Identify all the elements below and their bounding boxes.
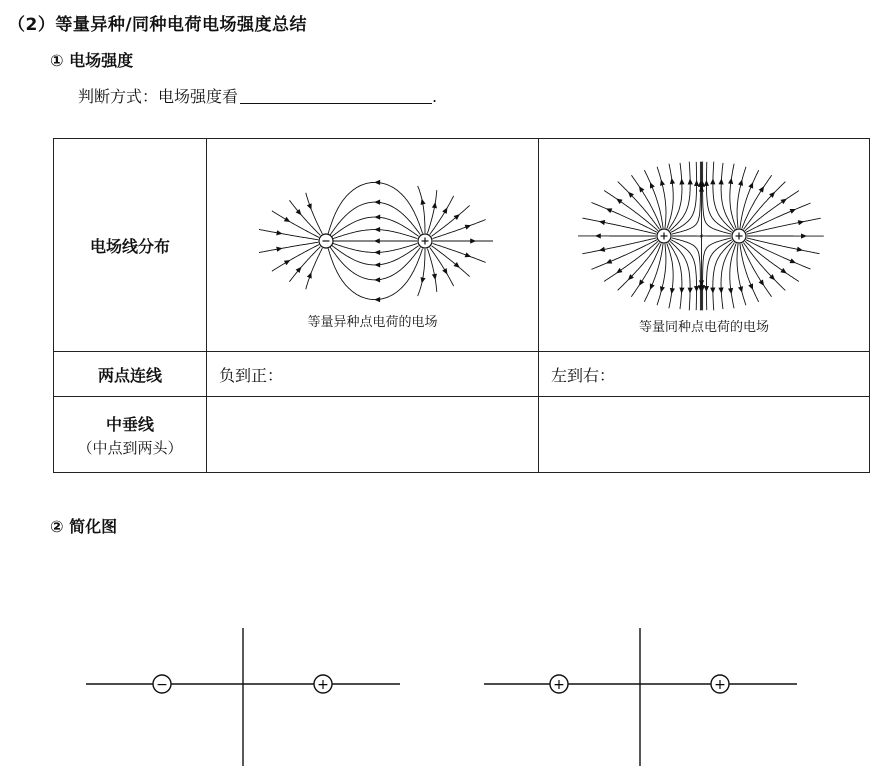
field-line (327, 246, 422, 299)
arrow-icon (420, 198, 425, 204)
arrow-icon (679, 287, 684, 293)
arrow-icon (710, 287, 715, 293)
field-line (591, 202, 657, 232)
charge-sign: + (714, 677, 726, 693)
field-line (667, 243, 673, 308)
arrow-icon (704, 286, 709, 292)
arrow-icon (670, 177, 675, 183)
figure-opposite-charges (207, 139, 539, 352)
caption-same: 等量同种点电荷的电场 (638, 319, 769, 335)
arrow-icon (283, 260, 289, 265)
arrow-icon (306, 272, 311, 279)
charge-sign: + (553, 677, 565, 693)
arrow-icon (801, 233, 807, 238)
arrow-icon (276, 230, 282, 235)
arrow-icon (738, 286, 743, 292)
arrow-icon (374, 277, 380, 282)
arrow-icon (780, 267, 786, 273)
arrow-icon (688, 287, 693, 293)
field-line (417, 249, 424, 296)
plus-circle-icon (418, 234, 432, 248)
arrow-icon (595, 233, 601, 238)
arrow-icon (431, 202, 436, 208)
arrow-icon (728, 177, 733, 183)
field-line (331, 217, 418, 237)
arrow-icon (442, 268, 447, 274)
judge-text: 判断方式：电场强度看 (78, 87, 239, 106)
arrow-icon (728, 287, 733, 293)
arrow-icon (679, 178, 684, 184)
cell-opposite-connecting[interactable]: 负到正： (207, 352, 539, 397)
row-label-field-lines: 电场线分布 (54, 139, 207, 352)
arrow-icon (718, 287, 723, 293)
arrow-icon (374, 179, 380, 184)
arrow-icon (797, 246, 803, 251)
arrow-icon (283, 216, 289, 221)
arrow-icon (759, 279, 764, 285)
arrow-icon (373, 238, 379, 243)
plus-circle-icon (550, 675, 568, 693)
arrow-icon (420, 277, 425, 283)
field-line (259, 242, 318, 252)
plus-circle-icon (657, 229, 671, 243)
field-line (671, 161, 697, 231)
field-line (431, 245, 469, 276)
arrow-icon (639, 186, 644, 192)
plus-circle-icon (711, 675, 729, 693)
arrow-icon (464, 224, 471, 229)
arrow-icon (670, 287, 675, 293)
table-row (54, 139, 870, 352)
field-line (431, 205, 469, 236)
opposite-charge-field-diagram (213, 161, 533, 311)
cell-same-connecting[interactable]: 左到右： (539, 352, 870, 397)
cell-same-bisector[interactable] (539, 397, 870, 473)
plus-circle-icon (314, 675, 332, 693)
field-line (707, 161, 732, 231)
arrow-icon (374, 214, 380, 219)
cell-opposite-bisector[interactable] (207, 397, 539, 473)
field-line (331, 245, 418, 265)
arrow-icon (470, 238, 476, 243)
arrow-icon (759, 186, 764, 192)
arrow-icon (660, 179, 665, 185)
field-line (667, 163, 673, 228)
arrow-icon (599, 246, 605, 251)
arrow-icon (616, 198, 622, 204)
arrow-icon (464, 252, 471, 257)
arrow-icon (599, 219, 605, 224)
arrow-icon (374, 199, 380, 204)
row-label-note: （中点到两头） (77, 438, 183, 457)
field-line (746, 203, 810, 232)
field-line (730, 243, 736, 308)
arrow-icon (306, 203, 311, 210)
field-line (327, 182, 422, 235)
arrow-icon (639, 279, 644, 285)
field-line (259, 229, 318, 239)
answer-blank[interactable] (240, 87, 432, 104)
arrow-icon (374, 249, 380, 254)
summary-table (53, 138, 870, 473)
arrow-icon (780, 198, 786, 204)
figure-same-charges (539, 139, 870, 352)
simplified-same (484, 628, 797, 766)
arrow-icon (694, 286, 699, 292)
arrow-icon (374, 297, 380, 302)
minus-circle-icon (153, 675, 171, 693)
caption-opposite: 等量异种点电荷的电场 (307, 314, 438, 330)
plus-circle-icon (732, 229, 746, 243)
section-title-field-strength: ① 电场强度 (50, 51, 134, 70)
arrow-icon (374, 226, 380, 231)
field-line (417, 185, 424, 232)
arrow-icon (694, 179, 699, 185)
section-title-simplified: ② 简化图 (50, 517, 118, 536)
field-line (706, 239, 732, 309)
table-row (54, 352, 870, 397)
charge-sign: + (317, 677, 329, 693)
charge-sign: − (156, 677, 168, 693)
arrow-icon (442, 207, 447, 213)
arrow-icon (798, 220, 804, 225)
table-row (54, 397, 870, 473)
arrow-icon (704, 179, 709, 185)
row-label-perpendicular-bisector (54, 397, 207, 473)
field-line (305, 192, 322, 233)
minus-circle-icon (319, 234, 333, 248)
field-line (671, 239, 696, 309)
arrow-icon (719, 178, 724, 184)
simplified-opposite (86, 628, 400, 766)
simplified-diagrams (0, 620, 895, 780)
field-line (305, 248, 322, 289)
field-line (730, 163, 736, 228)
field-line (746, 239, 810, 268)
judge-line (78, 84, 437, 107)
arrow-icon (276, 246, 282, 251)
row-label-text: 中垂线 (105, 414, 154, 434)
field-line (329, 202, 420, 235)
field-line (329, 246, 420, 279)
arrow-icon (710, 178, 715, 184)
judge-end: . (432, 87, 438, 106)
arrow-icon (431, 273, 436, 279)
page-heading: （2）等量异种/同种电荷电场强度总结 (8, 15, 308, 35)
arrow-icon (688, 178, 693, 184)
same-charge-field-diagram (544, 156, 864, 316)
field-line (591, 239, 657, 269)
row-label-connecting-line: 两点连线 (54, 352, 207, 397)
field-line (332, 243, 417, 252)
arrow-icon (616, 267, 622, 273)
field-line (332, 229, 417, 238)
arrow-icon (374, 262, 380, 267)
